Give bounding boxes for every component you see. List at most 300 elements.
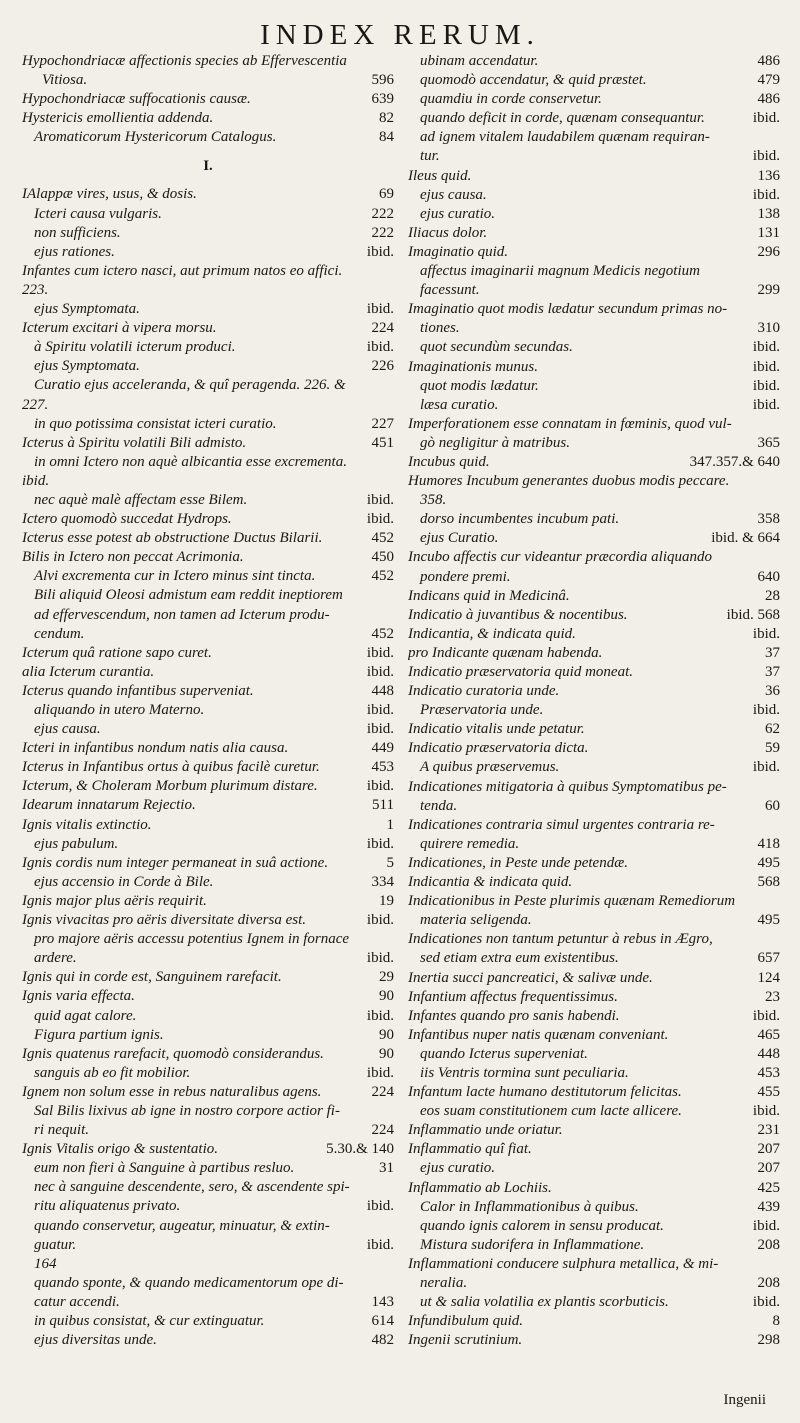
index-entry bbox=[22, 109, 394, 128]
entry-text: Incubus quid. bbox=[408, 453, 490, 470]
index-entry bbox=[408, 1083, 780, 1102]
page-reference: 8 bbox=[772, 1313, 780, 1330]
index-entry bbox=[408, 739, 780, 758]
index-entry bbox=[22, 1217, 394, 1236]
entry-text: Imaginationis munus. bbox=[408, 358, 539, 375]
entry-text: ri nequit. bbox=[34, 1122, 89, 1139]
entry-text: Ileus quid. bbox=[408, 167, 472, 184]
entry-text: gò negligitur à matribus. bbox=[420, 434, 571, 451]
entry-text: 358. bbox=[420, 492, 447, 509]
page-reference: ibid. bbox=[366, 1007, 394, 1024]
entry-text: à Spiritu volatili icterum produci. bbox=[34, 339, 236, 356]
entry-text: Infantibus nuper natis quænam conveniant. bbox=[408, 1026, 669, 1043]
page-reference: ibid. bbox=[366, 301, 394, 318]
index-entry bbox=[22, 701, 394, 720]
page-reference: 449 bbox=[371, 740, 394, 757]
index-entry bbox=[408, 1159, 780, 1178]
page-reference: ibid. bbox=[366, 912, 394, 929]
entry-text: ubinam accendatur. bbox=[420, 53, 539, 69]
page-reference: 124 bbox=[757, 969, 780, 986]
page-reference: 511 bbox=[372, 797, 394, 814]
index-entry bbox=[408, 71, 780, 90]
entry-text: Icterum excitari à vipera morsu. bbox=[22, 320, 217, 337]
index-entry bbox=[408, 396, 780, 415]
index-entry bbox=[408, 205, 780, 224]
index-entry bbox=[22, 586, 394, 605]
index-entry bbox=[408, 606, 780, 625]
page-reference: 495 bbox=[757, 854, 780, 871]
index-entry bbox=[408, 1045, 780, 1064]
index-entry bbox=[408, 186, 780, 205]
index-entry bbox=[22, 338, 394, 357]
entry-text: quando deficit in corde, quænam consequantur. bbox=[420, 110, 705, 127]
entry-text: quirere remedia. bbox=[420, 835, 520, 852]
index-entry bbox=[408, 988, 780, 1007]
index-entry bbox=[408, 1293, 780, 1312]
index-entry bbox=[408, 52, 780, 71]
page-reference: 224 bbox=[371, 320, 394, 337]
entry-text: Indicatio curatoria unde. bbox=[408, 683, 560, 700]
entry-text: Indicationes mitigatoria à quibus Symptomatibus pe- bbox=[408, 778, 727, 795]
index-entry bbox=[408, 1007, 780, 1026]
page-reference: 479 bbox=[757, 72, 780, 89]
entry-text: iis Ventris tormina sunt peculiaria. bbox=[420, 1064, 629, 1081]
index-entry bbox=[22, 319, 394, 338]
page-reference: 453 bbox=[757, 1064, 780, 1081]
index-entry bbox=[408, 377, 780, 396]
index-entry bbox=[22, 644, 394, 663]
index-entry bbox=[22, 434, 394, 453]
page-reference: 1 bbox=[386, 816, 394, 833]
index-entry bbox=[22, 243, 394, 262]
page-reference: ibid. bbox=[752, 358, 780, 375]
index-entry bbox=[408, 491, 780, 510]
page-reference: ibid. bbox=[752, 110, 780, 127]
index-entry bbox=[408, 243, 780, 262]
entry-text: affectus imaginarii magnum Medicis negotium bbox=[420, 263, 700, 280]
page-reference: 640 bbox=[757, 568, 780, 585]
index-entry bbox=[22, 949, 394, 968]
index-entry bbox=[408, 587, 780, 606]
page-reference: ibid. bbox=[366, 339, 394, 356]
entry-text: Iliacus dolor. bbox=[408, 224, 488, 241]
right-column bbox=[408, 52, 780, 1350]
index-entry bbox=[22, 472, 394, 491]
entry-text: ejus Curatio. bbox=[420, 530, 499, 547]
entry-text: Humores Incubum generantes duobus modis peccare. bbox=[408, 473, 730, 490]
index-entry bbox=[408, 720, 780, 739]
entry-text: Figura partium ignis. bbox=[34, 1026, 164, 1043]
page-reference: 224 bbox=[371, 1122, 394, 1139]
entry-text: Indicantia, & indicata quid. bbox=[408, 625, 576, 642]
index-entry bbox=[22, 663, 394, 682]
entry-text: Icterus esse potest ab obstructione Ductus Bilarii. bbox=[22, 530, 323, 547]
entry-text: Ignis qui in corde est, Sanguinem rarefacit. bbox=[22, 969, 282, 986]
index-entry bbox=[408, 1255, 780, 1274]
left-column bbox=[22, 52, 394, 1350]
entry-text: neralia. bbox=[420, 1275, 468, 1291]
page-reference: ibid. bbox=[752, 377, 780, 394]
index-entry bbox=[408, 1312, 780, 1331]
entry-text: quando sponte, & quando medicamentorum ope di- bbox=[34, 1274, 344, 1291]
page-reference: 657 bbox=[757, 950, 780, 967]
entry-text: ejus causa. bbox=[34, 721, 101, 738]
page-reference: ibid. bbox=[366, 644, 394, 661]
index-entry bbox=[22, 1312, 394, 1331]
index-entry bbox=[22, 262, 394, 281]
entry-text: non sufficiens. bbox=[34, 224, 121, 241]
index-entry bbox=[22, 185, 394, 204]
page-reference: 639 bbox=[371, 91, 394, 108]
index-entry bbox=[22, 567, 394, 586]
page-reference: 486 bbox=[757, 53, 780, 69]
index-entry bbox=[408, 778, 780, 797]
page-reference: 482 bbox=[371, 1332, 394, 1349]
entry-text: Icterus in Infantibus ortus à quibus facilè curetur. bbox=[22, 759, 320, 776]
entry-text: Hystericis emollientia addenda. bbox=[22, 110, 214, 127]
entry-text: I. bbox=[203, 158, 213, 175]
page-reference: 84 bbox=[379, 129, 394, 146]
index-entry bbox=[408, 816, 780, 835]
index-entry bbox=[22, 720, 394, 739]
entry-text: ejus curatio. bbox=[420, 1160, 495, 1177]
index-entry bbox=[22, 1121, 394, 1140]
entry-text: quamdiu in corde conservetur. bbox=[420, 91, 602, 108]
index-entry bbox=[22, 1197, 394, 1216]
entry-text: Indicationes contraria simul urgentes contraria re- bbox=[408, 816, 715, 833]
entry-text: Inflammatio ab Lochiis. bbox=[408, 1179, 552, 1196]
index-entry bbox=[408, 1064, 780, 1083]
entry-text: Inflammatio unde oriatur. bbox=[408, 1122, 563, 1139]
index-entry bbox=[22, 510, 394, 529]
page-reference: 453 bbox=[371, 759, 394, 776]
index-entry bbox=[22, 1064, 394, 1083]
entry-text: Indicatio præservatoria dicta. bbox=[408, 740, 589, 757]
index-entry bbox=[22, 90, 394, 109]
entry-text: ejus Symptomata. bbox=[34, 301, 140, 318]
index-entry bbox=[408, 109, 780, 128]
page-reference: 614 bbox=[371, 1313, 394, 1329]
page-reference: 452 bbox=[371, 530, 394, 547]
page-reference: ibid. bbox=[752, 1217, 780, 1234]
page-reference: 208 bbox=[757, 1236, 780, 1253]
index-entry bbox=[22, 357, 394, 376]
index-entry bbox=[22, 1293, 394, 1312]
entry-text: Bili aliquid Oleosi admistum eam reddit ineptiorem bbox=[34, 587, 343, 604]
entry-text: quomodò accendatur, & quid præstet. bbox=[420, 72, 647, 89]
entry-text: læsa curatio. bbox=[420, 396, 499, 413]
page-reference: 425 bbox=[757, 1179, 780, 1196]
page-reference: ibid. bbox=[366, 835, 394, 852]
entry-text: Bilis in Ictero non peccat Acrimonia. bbox=[22, 549, 244, 566]
entry-text: quot modis lædatur. bbox=[420, 377, 539, 394]
page-reference: 298 bbox=[757, 1332, 780, 1349]
index-entry bbox=[22, 128, 394, 147]
page-reference: 365 bbox=[757, 434, 780, 451]
page-reference: 358 bbox=[757, 511, 780, 528]
page-reference: 448 bbox=[371, 682, 394, 699]
index-entry bbox=[22, 1007, 394, 1026]
entry-text: 227. bbox=[22, 396, 49, 413]
entry-text: Inflammationi conducere sulphura metallica, & mi- bbox=[408, 1255, 719, 1272]
index-entry bbox=[22, 987, 394, 1006]
index-entry bbox=[408, 510, 780, 529]
index-entry bbox=[22, 1026, 394, 1045]
entry-text: ritu aliquatenus privato. bbox=[34, 1198, 181, 1215]
page-reference: ibid. bbox=[366, 1198, 394, 1215]
entry-text: Ignis quatenus rarefacit, quomodò considerandus. bbox=[22, 1045, 324, 1062]
entry-text: ad ignem vitalem laudabilem quænam requiran- bbox=[420, 129, 710, 146]
index-entry bbox=[22, 1159, 394, 1178]
entry-text: in quibus consistat, & cur extinguatur. bbox=[34, 1313, 265, 1329]
index-entry bbox=[22, 1331, 394, 1350]
index-entry bbox=[408, 262, 780, 281]
entry-text: A quibus præservemus. bbox=[420, 759, 560, 776]
index-entry bbox=[22, 529, 394, 548]
entry-text: Infantes quando pro sanis habendi. bbox=[408, 1007, 620, 1024]
entry-text: cendum. bbox=[34, 625, 85, 642]
index-entry bbox=[408, 1236, 780, 1255]
index-entry bbox=[22, 758, 394, 777]
section-heading bbox=[22, 147, 394, 185]
page-reference: ibid. bbox=[752, 396, 780, 413]
page-reference: 90 bbox=[379, 1026, 394, 1043]
page-reference: ibid. bbox=[752, 186, 780, 203]
index-entry bbox=[408, 300, 780, 319]
entry-text: Infantes cum ictero nasci, aut primum natos eo affici. bbox=[22, 262, 343, 279]
page-reference: 69 bbox=[379, 186, 394, 203]
index-entry bbox=[408, 663, 780, 682]
index-entry bbox=[408, 1198, 780, 1217]
index-entry bbox=[408, 338, 780, 357]
page-reference: 568 bbox=[757, 874, 780, 891]
page-reference: 222 bbox=[371, 224, 394, 241]
entry-text: quando Icterus superveniat. bbox=[420, 1045, 588, 1062]
page-title: INDEX RERUM. bbox=[260, 19, 540, 51]
entry-text: Indicatio præservatoria quid moneat. bbox=[408, 664, 633, 680]
entry-text: Indicationes, in Peste unde petendæ. bbox=[408, 854, 628, 871]
entry-text: IAlappæ vires, usus, & dosis. bbox=[22, 186, 197, 203]
page-reference: ibid. bbox=[366, 243, 394, 260]
page-reference: 465 bbox=[757, 1026, 780, 1043]
page-reference: ibid. bbox=[752, 625, 780, 642]
index-entry bbox=[408, 1121, 780, 1140]
page-reference: 131 bbox=[757, 224, 780, 241]
entry-text: 223. bbox=[22, 281, 49, 298]
entry-text: Curatio ejus acceleranda, & quî peragenda. 226. & bbox=[34, 377, 346, 394]
entry-text: ejus causa. bbox=[420, 186, 487, 203]
entry-text: Inflammatio quî fiat. bbox=[408, 1141, 532, 1158]
page-reference: ibid. & 664 bbox=[711, 530, 780, 547]
page-reference: ibid. bbox=[752, 148, 780, 165]
entry-text: Icteri causa vulgaris. bbox=[34, 205, 162, 222]
entry-text: Infantium affectus frequentissimus. bbox=[408, 988, 618, 1005]
page-reference: 90 bbox=[379, 988, 394, 1005]
entry-text: aliquando in utero Materno. bbox=[34, 702, 205, 718]
index-entry bbox=[408, 701, 780, 720]
entry-text: Idearum innatarum Rejectio. bbox=[22, 797, 196, 814]
entry-text: quando ignis calorem in sensu producat. bbox=[420, 1217, 664, 1234]
index-entry bbox=[408, 453, 780, 472]
index-entry bbox=[22, 300, 394, 319]
entry-text: sed etiam extra eum existentibus. bbox=[420, 950, 619, 967]
entry-text: Mistura sudorifera in Inflammatione. bbox=[420, 1236, 645, 1253]
entry-text: Ignis varia effecta. bbox=[22, 988, 135, 1005]
entry-text: Sal Bilis lixivus ab igne in nostro corpore actior fi- bbox=[34, 1102, 340, 1119]
entry-text: Ignis vivacitas pro aëris diversitate diversa est. bbox=[22, 912, 306, 929]
index-entry bbox=[408, 224, 780, 243]
page-reference: ibid. 568 bbox=[726, 606, 780, 623]
entry-text: ibid. bbox=[22, 472, 50, 489]
entry-text: eum non fieri à Sanguine à partibus resluo. bbox=[34, 1160, 295, 1177]
entry-text: catur accendi. bbox=[34, 1293, 120, 1310]
page-reference: 31 bbox=[379, 1160, 394, 1177]
index-entry bbox=[22, 548, 394, 567]
entry-text: Icterus quando infantibus superveniat. bbox=[22, 682, 254, 699]
index-entry bbox=[408, 1179, 780, 1198]
index-entry bbox=[408, 873, 780, 892]
index-entry bbox=[408, 930, 780, 949]
index-entry bbox=[22, 224, 394, 243]
page-reference: 138 bbox=[757, 205, 780, 222]
page-reference: 451 bbox=[371, 434, 394, 451]
page-reference: 62 bbox=[765, 721, 780, 738]
entry-text: Imperforationem esse connatam in fœminis, quod vul- bbox=[408, 415, 732, 432]
entry-text: Infundibulum quid. bbox=[408, 1313, 523, 1330]
page-reference: 208 bbox=[757, 1275, 780, 1291]
page-reference: ibid. bbox=[366, 702, 394, 718]
entry-text: ejus pabulum. bbox=[34, 835, 119, 852]
entry-text: ad effervescendum, non tamen ad Icterum produ- bbox=[34, 606, 330, 623]
page-reference: 347.357.& 640 bbox=[689, 453, 780, 470]
index-entry bbox=[408, 1140, 780, 1159]
index-entry bbox=[408, 835, 780, 854]
entry-text: Icteri in infantibus nondum natis alia causa. bbox=[22, 740, 289, 757]
page-reference: ibid. bbox=[752, 759, 780, 776]
index-entry bbox=[408, 281, 780, 300]
page-reference: 222 bbox=[371, 205, 394, 222]
index-entry bbox=[408, 682, 780, 701]
page-reference: 418 bbox=[757, 835, 780, 852]
index-entry bbox=[408, 529, 780, 548]
page-reference: ibid. bbox=[366, 491, 394, 508]
entry-text: Icterum, & Choleram Morbum plurimum distare. bbox=[22, 778, 318, 795]
entry-text: Vitiosa. bbox=[42, 72, 88, 89]
page-reference: 29 bbox=[379, 969, 394, 986]
catchword: Ingenii bbox=[723, 1392, 766, 1408]
entry-text: Aromaticorum Hystericorum Catalogus. bbox=[34, 129, 277, 146]
page-reference: 448 bbox=[757, 1045, 780, 1062]
page-reference: 310 bbox=[757, 320, 780, 337]
entry-text: quando conservetur, augeatur, minuatur, & extin- bbox=[34, 1217, 330, 1234]
page-reference: 60 bbox=[765, 797, 780, 814]
index-entry bbox=[22, 1255, 394, 1274]
page-reference: ibid. bbox=[752, 1007, 780, 1024]
index-entry bbox=[22, 777, 394, 796]
index-entry bbox=[408, 434, 780, 453]
entry-text: tenda. bbox=[420, 797, 458, 814]
page-reference: ibid. bbox=[752, 1294, 780, 1311]
entry-text: quid agat calore. bbox=[34, 1007, 137, 1024]
index-entry bbox=[408, 128, 780, 147]
page-reference: 486 bbox=[757, 91, 780, 108]
index-entry bbox=[22, 205, 394, 224]
page-reference: 231 bbox=[757, 1122, 780, 1139]
index-entry bbox=[408, 625, 780, 644]
index-entry bbox=[22, 873, 394, 892]
entry-text: pondere premi. bbox=[420, 568, 511, 585]
entry-text: eos suam constitutionem cum lacte allicere. bbox=[420, 1103, 682, 1120]
entry-text: Indicans quid in Medicinâ. bbox=[408, 587, 570, 604]
index-entry bbox=[22, 1178, 394, 1197]
entry-text: alia Icterum curantia. bbox=[22, 663, 155, 680]
page-reference: 59 bbox=[765, 740, 780, 757]
page-reference: ibid. bbox=[366, 1236, 394, 1253]
page-reference: ibid. bbox=[366, 778, 394, 795]
index-entry bbox=[22, 281, 394, 300]
entry-text: Imaginatio quot modis lædatur secundum primas no- bbox=[408, 301, 728, 318]
index-entry bbox=[22, 1140, 394, 1159]
index-entry bbox=[22, 396, 394, 415]
index-entry bbox=[22, 739, 394, 758]
index-entry bbox=[22, 911, 394, 930]
page-reference: 439 bbox=[757, 1198, 780, 1215]
index-entry bbox=[408, 90, 780, 109]
index-entry bbox=[22, 1236, 394, 1255]
index-entry bbox=[408, 949, 780, 968]
index-entry bbox=[408, 1102, 780, 1121]
index-entry bbox=[22, 892, 394, 911]
page-reference: ibid. bbox=[752, 1103, 780, 1120]
page-reference: ibid. bbox=[752, 702, 780, 719]
index-entry bbox=[22, 606, 394, 625]
index-entry bbox=[408, 472, 780, 491]
entry-text: tur. bbox=[420, 148, 440, 165]
page-reference: 36 bbox=[765, 683, 780, 700]
entry-text: Præservatoria unde. bbox=[420, 702, 544, 719]
entry-text: facessunt. bbox=[420, 282, 480, 299]
index-entry bbox=[408, 147, 780, 166]
index-entry bbox=[22, 625, 394, 644]
page-reference: 5 bbox=[386, 854, 394, 871]
page-reference: 207 bbox=[757, 1160, 780, 1177]
page-reference: 90 bbox=[379, 1045, 394, 1062]
index-entry bbox=[22, 930, 394, 949]
page-reference: ibid. bbox=[366, 663, 394, 680]
index-entry bbox=[408, 415, 780, 434]
page-reference: 5.30.& 140 bbox=[326, 1141, 394, 1158]
index-entry bbox=[22, 1045, 394, 1064]
entry-text: quot secundùm secundas. bbox=[420, 339, 573, 356]
index-entry bbox=[408, 969, 780, 988]
entry-text: Indicationibus in Peste plurimis quænam Remediorum bbox=[408, 893, 736, 910]
page-reference: ibid. bbox=[366, 721, 394, 738]
index-entry bbox=[408, 1274, 780, 1293]
page-reference: 495 bbox=[757, 912, 780, 929]
page-reference: 455 bbox=[757, 1084, 780, 1101]
page-reference: 296 bbox=[757, 243, 780, 260]
page-reference: 596 bbox=[371, 72, 394, 89]
entry-text: Alvi excrementa cur in Ictero minus sint tincta. bbox=[34, 568, 316, 585]
index-entry bbox=[408, 167, 780, 186]
page-reference: 136 bbox=[757, 167, 780, 184]
index-entry bbox=[22, 816, 394, 835]
entry-text: Inertia succi pancreatici, & salivæ unde. bbox=[408, 969, 653, 986]
entry-text: ut & salia volatilia ex plantis scorbuticis. bbox=[420, 1294, 669, 1311]
index-entry bbox=[22, 854, 394, 873]
entry-text: ejus Symptomata. bbox=[34, 358, 140, 375]
index-entry bbox=[408, 1026, 780, 1045]
